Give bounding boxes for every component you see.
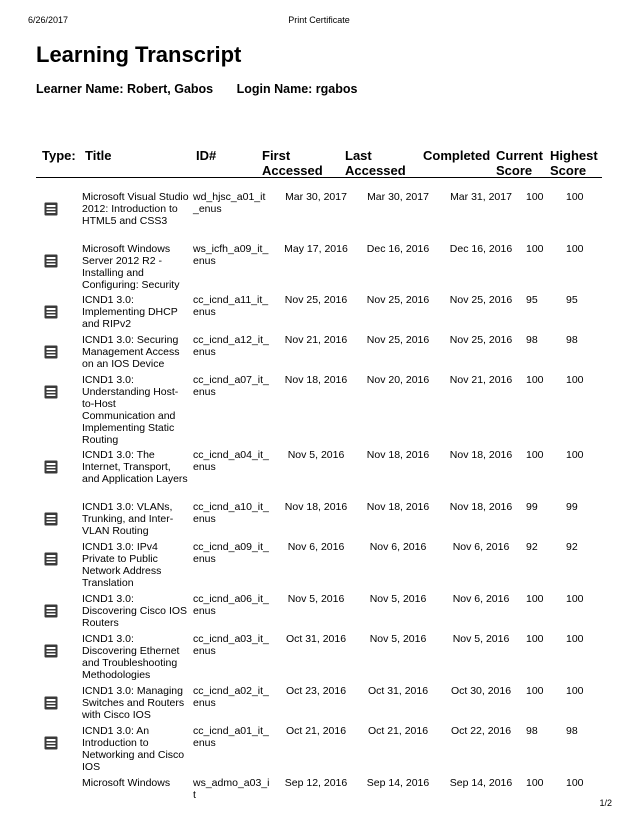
row-first-accessed: Nov 6, 2016: [287, 541, 345, 553]
course-type-icon: [44, 604, 58, 618]
course-type-icon: [44, 736, 58, 750]
col-current-score: Current Score: [496, 148, 543, 178]
row-title: ICND1 3.0: Implementing DHCP and RIPv2: [82, 294, 178, 330]
row-current-score: 100: [526, 449, 544, 461]
row-current-score: 92: [526, 541, 538, 553]
row-id: wd_hjsc_a01_it_enus: [193, 191, 266, 215]
row-title: ICND1 3.0: Discovering Ethernet and Troubleshooting Methodologies: [82, 633, 180, 681]
col-highest-score: Highest Score: [550, 148, 598, 178]
table-row: [0, 244, 638, 295]
course-type-icon: [44, 254, 58, 268]
table-row: [0, 502, 638, 542]
table-row: [0, 634, 638, 686]
row-last-accessed: Nov 18, 2016: [366, 449, 430, 461]
row-highest-score: 99: [566, 501, 578, 513]
col-last-accessed: Last Accessed: [345, 148, 406, 178]
course-type-icon: [44, 552, 58, 566]
row-completed: Nov 21, 2016: [449, 374, 513, 386]
row-last-accessed: Dec 16, 2016: [366, 243, 430, 255]
row-first-accessed: Nov 18, 2016: [284, 501, 348, 513]
col-completed: Completed: [423, 148, 491, 163]
row-current-score: 100: [526, 374, 544, 386]
table-row: [0, 375, 638, 450]
row-current-score: 100: [526, 633, 544, 645]
row-first-accessed: Nov 5, 2016: [287, 449, 345, 461]
row-last-accessed: Nov 18, 2016: [366, 501, 430, 513]
row-last-accessed: Nov 25, 2016: [366, 294, 430, 306]
header-divider: [36, 177, 602, 178]
row-first-accessed: Mar 30, 2017: [285, 191, 347, 203]
row-last-accessed: Nov 20, 2016: [366, 374, 430, 386]
course-type-icon: [44, 644, 58, 658]
row-last-accessed: Nov 6, 2016: [369, 541, 427, 553]
row-last-accessed: Oct 21, 2016: [367, 725, 429, 737]
row-last-accessed: Oct 31, 2016: [367, 685, 429, 697]
row-completed: Mar 31, 2017: [450, 191, 512, 203]
row-completed: Dec 16, 2016: [449, 243, 513, 255]
row-completed: Nov 6, 2016: [452, 593, 510, 605]
row-title: ICND1 3.0: Understanding Host-to-Host Communication and Implementing Static Routing: [82, 374, 179, 446]
row-completed: Nov 6, 2016: [452, 541, 510, 553]
table-row: [0, 726, 638, 778]
transcript-table: [0, 191, 638, 801]
row-last-accessed: Nov 25, 2016: [366, 334, 430, 346]
row-id: ws_admo_a03_it: [193, 777, 270, 801]
row-highest-score: 98: [566, 334, 578, 346]
row-id: cc_icnd_a11_it_enus: [193, 294, 269, 318]
row-current-score: 95: [526, 294, 538, 306]
row-title: ICND1 3.0: An Introduction to Networking and Cisco IOS: [82, 725, 185, 773]
table-row: [0, 335, 638, 375]
row-last-accessed: Nov 5, 2016: [369, 593, 427, 605]
row-title: Microsoft Windows: [82, 777, 171, 789]
row-completed: Nov 18, 2016: [449, 449, 513, 461]
row-id: cc_icnd_a06_it_enus: [193, 593, 269, 617]
row-title: ICND1 3.0: Managing Switches and Routers with Cisco IOS: [82, 685, 185, 721]
row-highest-score: 100: [566, 243, 584, 255]
row-current-score: 99: [526, 501, 538, 513]
learner-name: Learner Name: Robert, Gabos: [36, 82, 214, 96]
row-id: ws_icfh_a09_it_enus: [193, 243, 269, 267]
row-highest-score: 100: [566, 374, 584, 386]
print-date: 6/26/2017: [28, 15, 69, 25]
row-highest-score: 92: [566, 541, 578, 553]
row-completed: Oct 30, 2016: [450, 685, 512, 697]
course-type-icon: [44, 202, 58, 216]
row-completed: Nov 18, 2016: [449, 501, 513, 513]
row-title: Microsoft Visual Studio 2012: Introduction to HTML5 and CSS3: [82, 191, 189, 227]
row-highest-score: 100: [566, 191, 584, 203]
row-completed: Nov 25, 2016: [449, 334, 513, 346]
row-highest-score: 100: [566, 449, 584, 461]
row-title: Microsoft Windows Server 2012 R2 - Installing and Configuring: Security: [82, 243, 180, 291]
row-first-accessed: Oct 31, 2016: [285, 633, 347, 645]
row-id: cc_icnd_a04_it_enus: [193, 449, 269, 473]
row-current-score: 100: [526, 243, 544, 255]
row-title: ICND1 3.0: IPv4 Private to Public Network Address Translation: [82, 541, 162, 589]
row-title: ICND1 3.0: VLANs, Trunking, and Inter-VLAN Routing: [82, 501, 174, 537]
row-current-score: 98: [526, 725, 538, 737]
row-current-score: 100: [526, 593, 544, 605]
row-current-score: 100: [526, 685, 544, 697]
table-row: [0, 542, 638, 594]
col-title: Title: [85, 148, 112, 163]
row-highest-score: 100: [566, 593, 584, 605]
row-id: cc_icnd_a10_it_enus: [193, 501, 269, 525]
row-id: cc_icnd_a07_it_enus: [193, 374, 269, 398]
row-first-accessed: Nov 5, 2016: [287, 593, 345, 605]
row-first-accessed: Sep 12, 2016: [284, 777, 348, 789]
row-id: cc_icnd_a12_it_enus: [193, 334, 269, 358]
table-row: [0, 192, 638, 244]
row-highest-score: 100: [566, 633, 584, 645]
row-last-accessed: Sep 14, 2016: [366, 777, 430, 789]
col-id: ID#: [196, 148, 217, 163]
row-first-accessed: Nov 21, 2016: [284, 334, 348, 346]
row-id: cc_icnd_a09_it_enus: [193, 541, 269, 565]
row-completed: Nov 25, 2016: [449, 294, 513, 306]
row-first-accessed: Nov 25, 2016: [284, 294, 348, 306]
row-last-accessed: Nov 5, 2016: [369, 633, 427, 645]
col-type: Type:: [42, 148, 76, 163]
row-first-accessed: Oct 21, 2016: [285, 725, 347, 737]
row-last-accessed: Mar 30, 2017: [367, 191, 429, 203]
table-row: [0, 777, 638, 801]
row-first-accessed: Nov 18, 2016: [284, 374, 348, 386]
row-id: cc_icnd_a01_it_enus: [193, 725, 269, 749]
row-highest-score: 100: [566, 777, 584, 789]
row-current-score: 100: [526, 191, 544, 203]
row-title: ICND1 3.0: The Internet, Transport, and Application Layers: [82, 449, 188, 485]
print-title: Print Certificate: [288, 15, 350, 25]
page-title: Learning Transcript: [36, 42, 242, 67]
row-highest-score: 95: [566, 294, 578, 306]
table-row: [0, 594, 638, 634]
row-highest-score: 98: [566, 725, 578, 737]
row-title: ICND1 3.0: Securing Management Access on an IOS Device: [82, 334, 180, 370]
table-row: [0, 295, 638, 335]
row-id: cc_icnd_a03_it_enus: [193, 633, 269, 657]
course-type-icon: [44, 385, 58, 399]
row-completed: Nov 5, 2016: [452, 633, 510, 645]
login-name: Login Name: rgabos: [236, 82, 358, 96]
course-type-icon: [44, 696, 58, 710]
row-first-accessed: May 17, 2016: [284, 243, 348, 255]
page-number: 1/2: [599, 798, 612, 808]
row-id: cc_icnd_a02_it_enus: [193, 685, 269, 709]
row-current-score: 98: [526, 334, 538, 346]
row-current-score: 100: [526, 777, 544, 789]
course-type-icon: [44, 512, 58, 526]
course-type-icon: [44, 460, 58, 474]
learner-info: [36, 82, 357, 96]
row-highest-score: 100: [566, 685, 584, 697]
table-row: [0, 686, 638, 726]
row-completed: Sep 14, 2016: [449, 777, 513, 789]
col-first-accessed: First Accessed: [262, 148, 323, 178]
table-row: [0, 450, 638, 502]
row-first-accessed: Oct 23, 2016: [285, 685, 347, 697]
course-type-icon: [44, 345, 58, 359]
row-title: ICND1 3.0: Discovering Cisco IOS Routers: [82, 593, 188, 629]
row-completed: Oct 22, 2016: [450, 725, 512, 737]
course-type-icon: [44, 305, 58, 319]
